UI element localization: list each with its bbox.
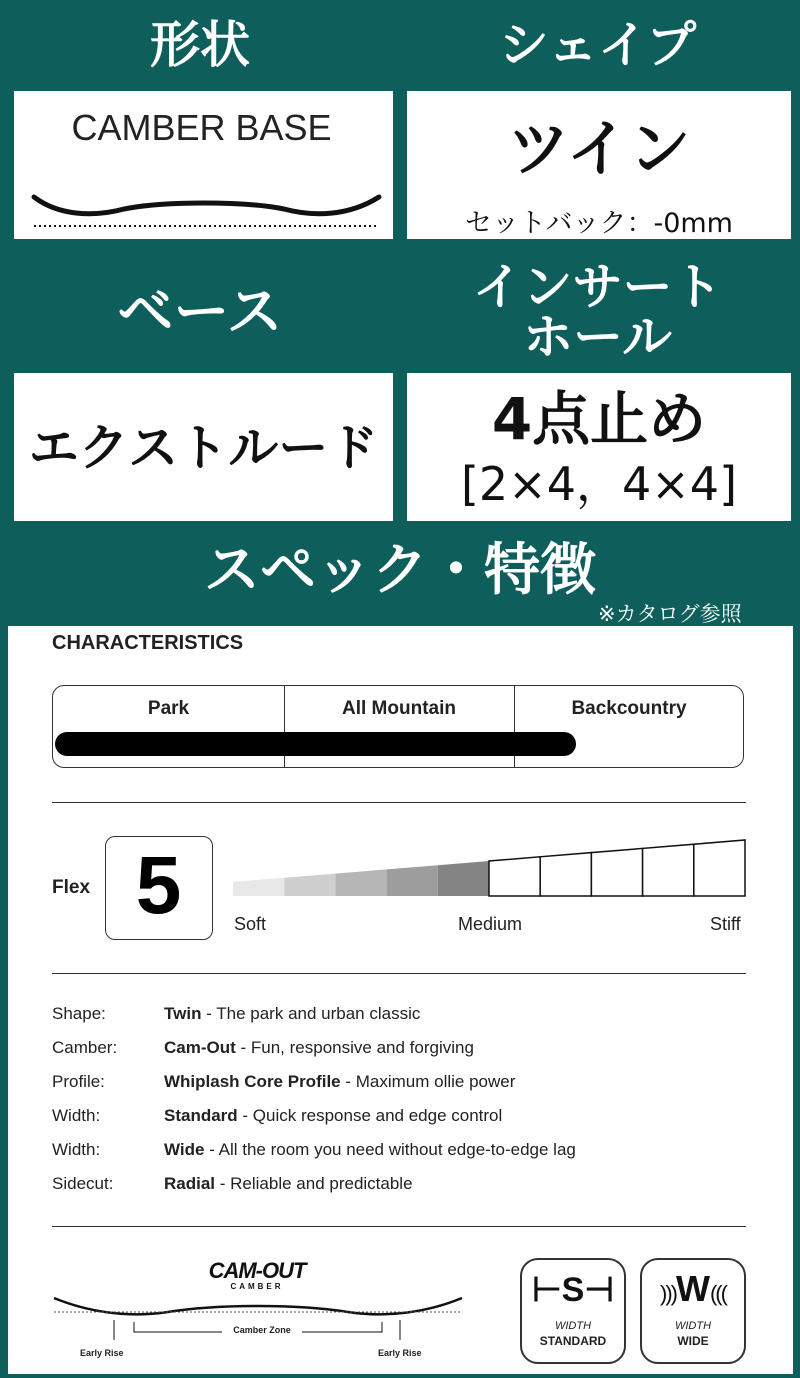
spec-name: Whiplash Core Profile [164, 1072, 341, 1091]
header-insert-line2: ホール [523, 308, 672, 366]
header-shape: 形状 [150, 16, 250, 74]
spec-row [52, 1140, 752, 1170]
spec-desc: - Fun, responsive and forgiving [235, 1038, 474, 1057]
spec-row [52, 1106, 752, 1136]
spec-desc: - Reliable and predictable [215, 1174, 413, 1193]
spec-detail [164, 1004, 420, 1024]
header-spec: スペック・特徴 [204, 538, 596, 603]
spec-sheet [8, 626, 793, 1374]
divider-1 [52, 802, 746, 803]
spec-desc: - All the room you need without edge-to-edge lag [204, 1140, 576, 1159]
base-box [14, 373, 393, 521]
divider-3 [52, 1226, 746, 1227]
insert-pattern: [2×4，4×4] [460, 457, 738, 511]
terrain-park: Park [147, 698, 190, 719]
spec-detail [164, 1072, 515, 1092]
header-insert-line1: インサート [472, 258, 723, 316]
flex-scale [228, 836, 788, 906]
camber-zone-label: Camber Zone [222, 1325, 302, 1335]
terrain-range-bar [55, 732, 576, 756]
camout-logo: CAM-OUT [208, 1258, 306, 1283]
flex-step [540, 853, 591, 896]
setback-text: セットバック：-0mm [465, 208, 733, 239]
camout-sub: CAMBER [230, 1282, 284, 1291]
flex-step [643, 844, 694, 896]
flex-medium: Medium [458, 914, 523, 934]
spec-label: Width: [52, 1106, 101, 1125]
spec-row [52, 1004, 752, 1034]
spec-desc: - Maximum ollie power [340, 1072, 516, 1091]
spec-name: Standard [164, 1106, 238, 1125]
width-wide-l1: WIDTH [674, 1320, 712, 1332]
flex-step [438, 861, 489, 896]
width-standard-l1: WIDTH [554, 1320, 592, 1332]
width-standard-badge [520, 1258, 626, 1364]
twin-title: ツイン [507, 112, 691, 185]
flex-label: Flex [52, 877, 91, 898]
flex-stiff: Stiff [710, 914, 741, 934]
early-rise-right: Early Rise [378, 1348, 422, 1358]
divider-2 [52, 973, 746, 974]
spec-row [52, 1174, 752, 1204]
spec-detail [164, 1174, 413, 1194]
terrain-chart [52, 685, 744, 768]
width-standard-icon: ⊢S⊣ [532, 1271, 614, 1309]
flex-value-box [105, 836, 213, 940]
catalog-note: ※カタログ参照 [598, 602, 742, 626]
camber-profile-icon [14, 91, 393, 239]
flex-soft: Soft [234, 914, 267, 934]
early-rise-left: Early Rise [80, 1348, 124, 1358]
spec-row [52, 1038, 752, 1068]
flex-step [335, 869, 386, 896]
spec-desc: - The park and urban classic [201, 1004, 421, 1023]
insert-box [407, 373, 791, 521]
flex-step [694, 840, 745, 896]
header-base: ベース [117, 280, 283, 345]
spec-label: Shape: [52, 1004, 106, 1023]
spec-detail [164, 1038, 474, 1058]
flex-value: 5 [135, 840, 182, 931]
terrain-backcountry: Backcountry [571, 698, 687, 719]
characteristics-heading: CHARACTERISTICS [52, 632, 244, 654]
spec-name: Radial [164, 1174, 216, 1193]
spec-name: Twin [164, 1004, 202, 1023]
width-standard-l2: STANDARD [539, 1334, 607, 1348]
flex-step [233, 878, 284, 896]
shape-box [14, 91, 393, 239]
spec-label: Profile: [52, 1072, 105, 1091]
spec-label: Width: [52, 1140, 101, 1159]
camber-base-label: CAMBER BASE [71, 107, 332, 148]
flex-step [387, 865, 438, 896]
flex-step [489, 857, 540, 896]
width-wide-icon: )))W((( [660, 1268, 726, 1309]
width-wide-badge [640, 1258, 746, 1364]
flex-step [591, 848, 642, 896]
spec-name: Cam-Out [164, 1038, 236, 1057]
spec-detail [164, 1140, 576, 1160]
terrain-all-mountain: All Mountain [342, 698, 456, 719]
base-value: エクストルード [28, 419, 379, 477]
header-shape-kana: シェイプ [498, 16, 697, 74]
spec-detail [164, 1106, 502, 1126]
width-wide-l2: WIDE [677, 1334, 709, 1348]
twin-box [407, 91, 791, 239]
spec-label: Camber: [52, 1038, 118, 1057]
flex-step [284, 874, 335, 896]
spec-row [52, 1072, 752, 1102]
spec-label: Sidecut: [52, 1174, 114, 1193]
insert-title: 4点止め [491, 385, 707, 453]
spec-desc: - Quick response and edge control [237, 1106, 503, 1125]
spec-name: Wide [164, 1140, 205, 1159]
